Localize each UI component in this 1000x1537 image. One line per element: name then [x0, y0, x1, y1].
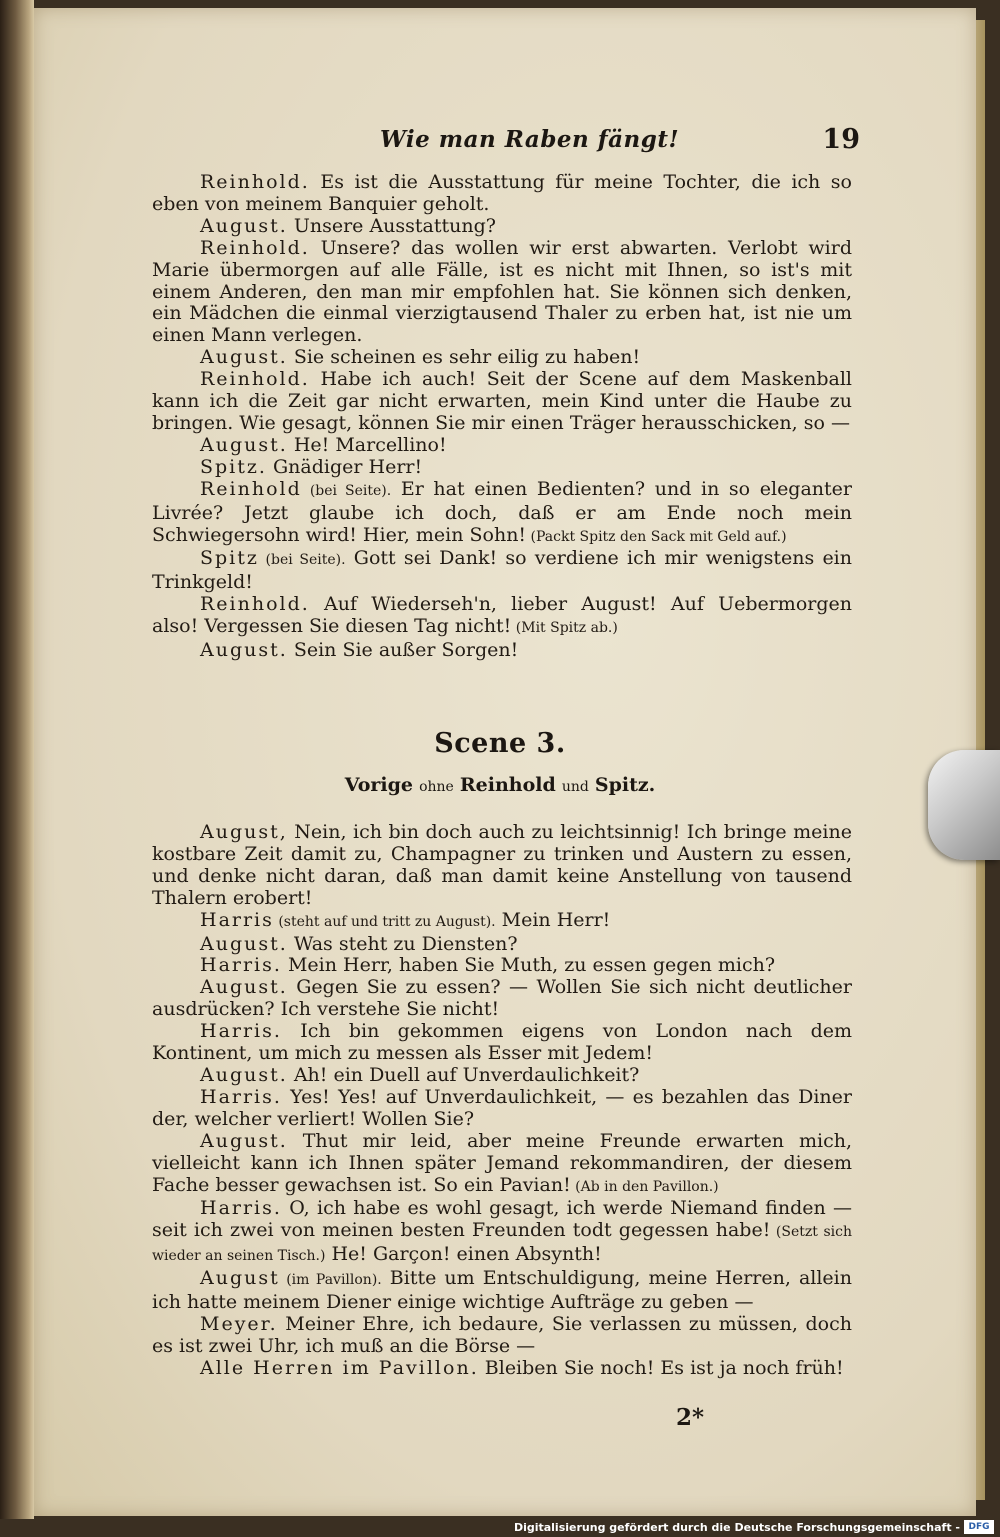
dialogue-line — [152, 1314, 852, 1358]
speaker: Spitz. — [200, 455, 267, 478]
speaker: Reinhold — [200, 477, 302, 500]
stage-direction: (bei Seite). — [258, 552, 346, 569]
speaker: Reinhold. — [200, 236, 310, 259]
dialogue-line — [152, 1131, 852, 1199]
dialogue-line — [152, 594, 852, 640]
speaker: August. — [200, 214, 288, 237]
speaker: Harris. — [200, 1020, 282, 1043]
scene-subtitle — [0, 774, 1000, 796]
speech: Er hat einen Bedienten? und in so eleganter Livrée? Jetzt glaube ich doch, daß er am Ende noch mein Schwiegersohn wird! Hier, mein Sohn! — [152, 477, 852, 546]
scene-sub-reinhold: Reinhold — [459, 774, 556, 796]
page-clip — [928, 750, 1000, 860]
dialogue-line — [152, 1198, 852, 1268]
page-number: 19 — [822, 124, 860, 155]
speaker: Reinhold. — [200, 171, 310, 193]
speaker: August. — [200, 932, 288, 955]
running-title: Wie man Raben fängt! — [380, 126, 680, 153]
speaker: Alle Herren im Pavillon. — [200, 1356, 479, 1379]
speaker: Harris. — [200, 1197, 282, 1220]
stage-direction: (Packt Spitz den Sack mit Geld auf.) — [526, 528, 787, 545]
speech: Auf Wiederseh'n, lieber August! Auf Uebermorgen also! Vergessen Sie diesen Tag nicht! — [152, 593, 852, 638]
speaker: Harris. — [200, 954, 282, 977]
dialogue-line — [152, 822, 852, 910]
dfg-credit: Digitalisierung gefördert durch die Deutsche Forschungsgemeinschaft - — [513, 1521, 960, 1534]
book-spine — [0, 0, 34, 1537]
scene-sub-und: und — [561, 779, 589, 795]
dialogue-line — [152, 216, 852, 238]
dialogue-line — [152, 172, 852, 216]
dialogue-line — [152, 977, 852, 1021]
speaker: August. — [200, 433, 288, 456]
speech: Was steht zu Diensten? — [287, 932, 518, 955]
dialogue-line — [152, 1065, 852, 1087]
scene-sub-spitz: Spitz. — [594, 774, 656, 796]
speech: O, ich habe es wohl gesagt, ich werde Niemand finden — seit ich zwei von meinen besten Freunden todt gegessen habe! — [152, 1197, 852, 1242]
speech: Bleiben Sie noch! Es ist ja noch früh! — [478, 1356, 844, 1379]
dialogue-line — [152, 435, 852, 457]
speech: Gegen Sie zu essen? — Wollen Sie sich nicht deutlicher ausdrücken? Ich verstehe Sie nicht! — [152, 976, 852, 1021]
dialogue-line — [152, 457, 852, 479]
dialogue-line — [152, 1087, 852, 1131]
speech: Es ist die Ausstattung für meine Tochter, die ich so eben von meinem Banquier geholt. — [152, 171, 852, 215]
dialogue-line — [152, 640, 852, 662]
signature-mark: 2* — [676, 1404, 705, 1431]
speech: Thut mir leid, aber meine Freunde erwarten mich, vielleicht kann ich Ihnen später Jemand rekommandiren, der diesem Fache besser gewachsen ist. So ein Pavian! — [152, 1129, 852, 1196]
speech: Gnädiger Herr! — [266, 455, 423, 478]
speech: Gott sei Dank! so verdiene ich mir wenigstens ein Trinkgeld! — [152, 547, 852, 594]
dialogue-line — [152, 1021, 852, 1065]
speaker: August, — [200, 821, 288, 843]
stage-direction: (Setzt sich wieder an seinen Tisch.) — [152, 1224, 852, 1265]
speech: Unsere Ausstattung? — [287, 214, 496, 237]
speaker: August. — [200, 346, 288, 369]
scene-title: Scene 3. — [434, 728, 566, 759]
dialogue-line — [152, 1268, 852, 1314]
speech: Sie scheinen es sehr eilig zu haben! — [287, 346, 641, 369]
speech: Sein Sie außer Sorgen! — [287, 639, 519, 662]
speech: Unsere? das wollen wir erst abwarten. Verlobt wird Marie übermorgen auf alle Fälle, ist es nicht mit Ihnen, so ist's mit einem Anderen, den man mir empfohlen hat. Sie können sich denken, ein Mädchen die einmal vierzigtausend Thaler zu erben hat, ist nie um einen Mann verlegen. — [152, 236, 852, 347]
stage-direction: (bei Seite). — [301, 482, 392, 499]
scene-sub-vorige: Vorige — [344, 774, 414, 796]
dialogue-line — [152, 1358, 852, 1380]
dialogue-block-1 — [152, 172, 852, 662]
speaker: Meyer. — [200, 1312, 278, 1335]
speech: Mein Herr! — [495, 908, 611, 931]
dialogue-line — [152, 910, 852, 934]
dfg-logo: DFG — [964, 1520, 994, 1534]
speaker: August. — [200, 976, 288, 999]
speaker: Reinhold. — [200, 593, 310, 616]
dialogue-line — [152, 369, 852, 435]
dialogue-line — [152, 548, 852, 594]
speech: Ich bin gekommen eigens von London nach dem Kontinent, um mich zu messen als Esser mit Jedem! — [152, 1020, 852, 1065]
speech: Nein, ich bin doch auch zu leichtsinnig! Ich bringe meine kostbare Zeit damit zu, Champagner zu trinken und Austern zu essen, und denke nicht daran, daß man damit keine Anstellung von tausend Thalern erobert! — [152, 821, 852, 909]
speaker: Harris — [200, 908, 274, 931]
speech: He! Garçon! einen Absynth! — [325, 1243, 602, 1266]
speech: Meiner Ehre, ich bedaure, Sie verlassen zu müssen, doch es ist zwei Uhr, ich muß an die Börse — — [152, 1312, 852, 1357]
speaker: August. — [200, 1063, 288, 1086]
page-header — [380, 126, 860, 160]
dialogue-line — [152, 347, 852, 369]
speech: Ah! ein Duell auf Unverdaulichkeit? — [287, 1063, 640, 1086]
stage-direction: (Ab in den Pavillon.) — [570, 1178, 719, 1195]
dialogue-line — [152, 238, 852, 348]
dialogue-block-2 — [152, 822, 852, 1380]
speaker: August. — [200, 1129, 288, 1152]
speaker: Harris. — [200, 1085, 282, 1108]
speech: Bitte um Entschuldigung, meine Herren, allein ich hatte meinem Diener einige wichtige Aufträge zu geben — — [152, 1267, 852, 1314]
stage-direction: (steht auf und tritt zu August). — [273, 913, 496, 930]
dialogue-line — [152, 955, 852, 977]
stage-direction: (Mit Spitz ab.) — [511, 620, 618, 637]
dialogue-line — [152, 934, 852, 956]
speaker: August. — [200, 639, 288, 662]
scene-sub-ohne: ohne — [419, 779, 454, 795]
speech: Habe ich auch! Seit der Scene auf dem Maskenball kann ich die Zeit gar nicht erwarten, mein Kind unter die Haube zu bringen. Wie gesagt, können Sie mir einen Träger herausschicken, so — — [152, 368, 852, 434]
speech: Mein Herr, haben Sie Muth, zu essen gegen mich? — [281, 954, 776, 977]
dialogue-line — [152, 479, 852, 549]
speech: Yes! Yes! auf Unverdaulichkeit, — es bezahlen das Diner der, welcher verliert! Wollen Sie? — [152, 1085, 852, 1130]
speaker: August — [200, 1267, 280, 1290]
stage-direction: (im Pavillon). — [279, 1272, 382, 1289]
speech: He! Marcellino! — [287, 433, 447, 456]
speaker: Spitz — [200, 547, 259, 570]
speaker: Reinhold. — [200, 368, 310, 391]
